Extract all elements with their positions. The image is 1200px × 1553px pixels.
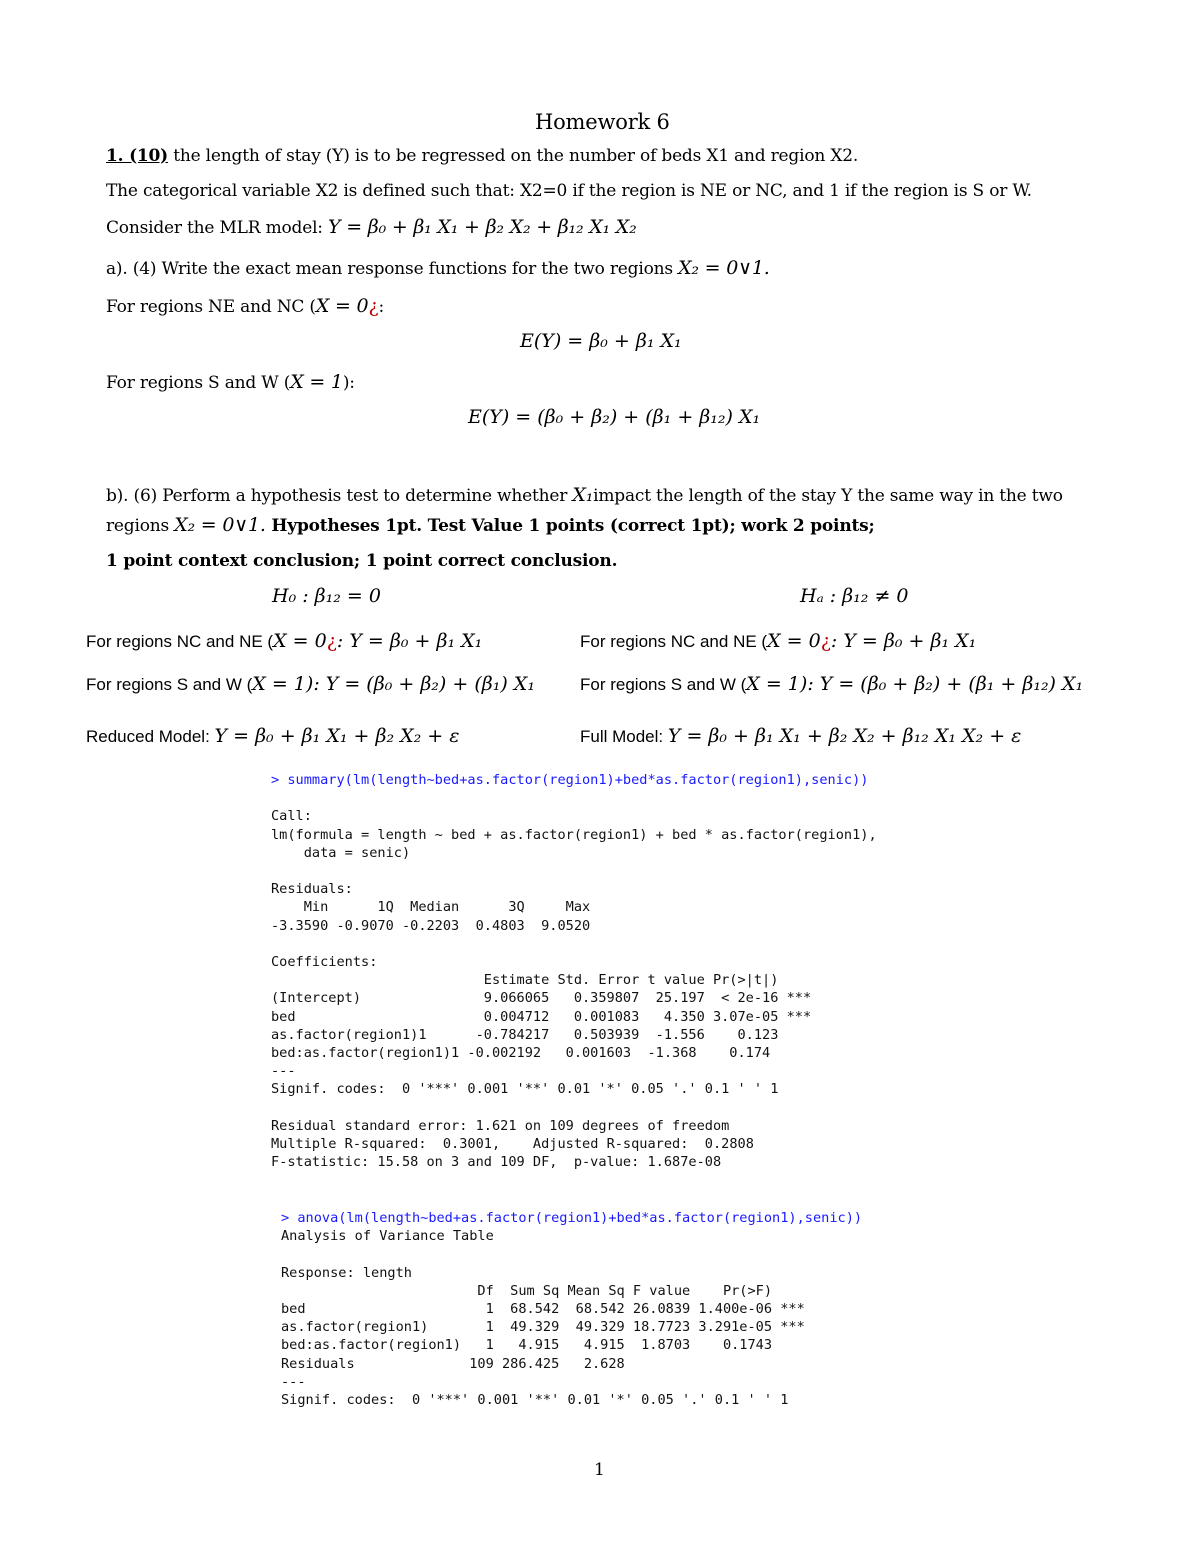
reduced-sw-label: For regions S and W ( — [86, 675, 253, 694]
part-a-s-w-line — [106, 371, 355, 393]
ne-nc-tail: : — [378, 297, 384, 317]
part-a-ne-nc-line — [106, 295, 384, 317]
null-hypothesis: H₀ : β₁₂ = 0 — [272, 585, 381, 607]
alternative-hypothesis: Hₐ : β₁₂ ≠ 0 — [800, 585, 909, 607]
ne-nc-label: For regions NE and NC ( — [106, 297, 316, 317]
full-sw-equation: ): Y = (β₀ + β₂) + (β₁ + β₁₂) X₁ — [799, 673, 1084, 695]
ne-nc-glyph: ¿ — [368, 295, 379, 317]
anova-command: > anova(lm(length~bed+as.factor(region1)+bed*as.factor(region1),senic)) — [281, 1210, 863, 1226]
summary-command: > summary(lm(length~bed+as.factor(region1)+bed*as.factor(region1),senic)) — [271, 772, 869, 788]
full-nc-glyph: ¿ — [820, 630, 831, 652]
part-a-regions-math: X₂ = 0∨1. — [678, 257, 770, 279]
reduced-nc-equation: : Y = β₀ + β₁ X₁ — [336, 630, 483, 652]
full-nc-equation: : Y = β₀ + β₁ X₁ — [830, 630, 977, 652]
full-nc-label: For regions NC and NE ( — [580, 632, 768, 651]
part-b-regions-math: X₂ = 0∨1. — [174, 514, 266, 536]
part-b-x1-math: X₁ — [572, 484, 594, 506]
full-nc-math: X = 0 — [767, 630, 821, 652]
model-label: Consider the MLR model: — [106, 218, 329, 238]
full-model-line — [580, 725, 1021, 747]
reduced-s-w-line — [86, 673, 535, 695]
part-b-prompt — [106, 484, 1063, 506]
mlr-model-equation: Y = β₀ + β₁ X₁ + β₂ X₂ + β₁₂ X₁ X₂ — [328, 216, 637, 238]
question-1-intro — [106, 146, 858, 166]
reduced-sw-math: X = 1 — [252, 673, 306, 695]
page-title: Homework 6 — [535, 110, 670, 134]
full-sw-math: X = 1 — [746, 673, 800, 695]
rubric-line-2: 1 point context conclusion; 1 point correct conclusion. — [106, 551, 618, 571]
s-w-tail: ): — [342, 373, 355, 393]
model-line — [106, 216, 637, 238]
anova-body: Analysis of Variance Table Response: length Df Sum Sq Mean Sq F value Pr(>F) bed 1 68.542 68.542 26.0839 1.400e-06 *** as.factor(region1) 1 49.329 49.329 18.7723 3.291e-05 *** bed:as.factor(region1) 1 4.915 4.915 1.8703 0.1743 Residuals 109 286.425 2.628 --- Signif. codes: 0 '***' 0.001 '**' 0.01 '*' 0.05 '.' 0.1 ' ' 1 — [281, 1228, 805, 1409]
s-w-math: X = 1 — [290, 371, 343, 393]
part-b-regions-prefix: regions — [106, 516, 175, 536]
full-sw-label: For regions S and W ( — [580, 675, 747, 694]
part-a-prompt — [106, 257, 770, 279]
part-b-text-tail: impact the length of the stay Y the same way in the two — [593, 486, 1063, 506]
reduced-nc-glyph: ¿ — [326, 630, 337, 652]
reduced-nc-math: X = 0 — [273, 630, 327, 652]
reduced-sw-equation: ): Y = (β₀ + β₂) + (β₁) X₁ — [305, 673, 535, 695]
categorical-definition: The categorical variable X2 is defined such that: X2=0 if the region is NE or NC, and 1 if the region is S or W. — [106, 181, 1032, 201]
full-s-w-line — [580, 673, 1083, 695]
question-number: 1. (10) — [106, 146, 169, 166]
full-nc-ne-line — [580, 630, 976, 652]
reduced-model-label: Reduced Model: — [86, 727, 215, 746]
reduced-nc-label: For regions NC and NE ( — [86, 632, 274, 651]
page-number: 1 — [594, 1460, 605, 1480]
reduced-nc-ne-line — [86, 630, 482, 652]
rubric-line-1: Hypotheses 1pt. Test Value 1 points (correct 1pt); work 2 points; — [265, 516, 875, 536]
reduced-model-equation: Y = β₀ + β₁ X₁ + β₂ X₂ + ε — [214, 725, 460, 747]
part-b-regions-line — [106, 514, 875, 536]
r-summary-output — [271, 771, 877, 1171]
question-text: the length of stay (Y) is to be regressed on the number of beds X1 and region X2. — [168, 146, 859, 166]
reduced-model-line — [86, 725, 459, 747]
r-anova-output — [281, 1209, 862, 1409]
summary-body: Call: lm(formula = length ~ bed + as.factor(region1) + bed * as.factor(region1), data = senic) Residuals: Min 1Q Median 3Q Max -3.3590 -0.9070 -0.2203 0.4803 9.0520 Coefficients: Estimate Std. Error t value Pr(>|t|) (Intercept) 9.066065 0.359807 25.197 < 2e-16 *** bed 0.004712 0.001083 4.350 3.07e-05 *** as.factor(region1)1 -0.784217 0.503939 -1.556 0.123 bed:as.factor(region1)1 -0.002192 0.001603 -1.368 0.174 --- Signif. codes: 0 '***' 0.001 '**' 0.01 '*' 0.05 '.' 0.1 ' ' 1 Residual standard error: 1.621 on 109 degrees of freedom Multiple R-squared: 0.3001, Adjusted R-squared: 0.2808 F-statistic: 15.58 on 3 and 109 DF, p-value: 1.687e-08 — [271, 808, 877, 1171]
ne-nc-math: X = 0 — [315, 295, 369, 317]
mean-response-ne-nc: E(Y) = β₀ + β₁ X₁ — [520, 330, 682, 352]
part-b-text: b). (6) Perform a hypothesis test to determine whether — [106, 486, 573, 506]
full-model-equation: Y = β₀ + β₁ X₁ + β₂ X₂ + β₁₂ X₁ X₂ + ε — [667, 725, 1022, 747]
mean-response-s-w: E(Y) = (β₀ + β₂) + (β₁ + β₁₂) X₁ — [468, 406, 761, 428]
s-w-label: For regions S and W ( — [106, 373, 291, 393]
full-model-label: Full Model: — [580, 727, 668, 746]
part-a-text: a). (4) Write the exact mean response functions for the two regions — [106, 259, 679, 279]
